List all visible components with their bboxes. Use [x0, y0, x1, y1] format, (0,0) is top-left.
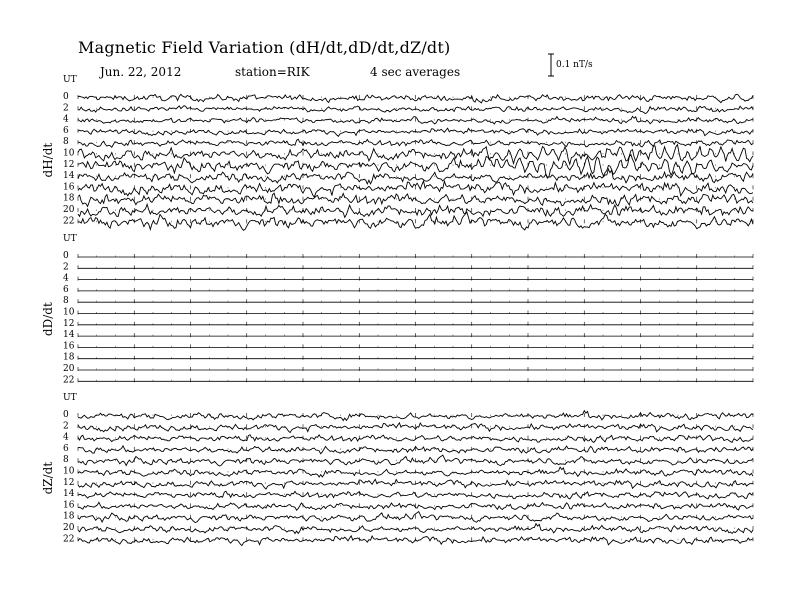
row-label-16: 16: [63, 500, 75, 511]
y-axis-label: dH/dt: [41, 142, 55, 178]
panel-dD-dt: [41, 234, 753, 385]
row-label-22: 22: [63, 534, 75, 545]
row-label-4: 4: [63, 432, 69, 443]
row-label-10: 10: [63, 307, 75, 318]
trace-dZ-dt-20: [78, 524, 753, 534]
time-axis-label: UT: [63, 75, 77, 85]
row-label-2: 2: [63, 103, 69, 114]
row-label-4: 4: [63, 273, 69, 284]
row-label-12: 12: [63, 477, 75, 488]
y-axis-label: dD/dt: [41, 302, 55, 337]
row-label-22: 22: [63, 216, 75, 227]
row-label-8: 8: [63, 137, 69, 148]
row-label-20: 20: [63, 523, 75, 533]
row-label-0: 0: [63, 251, 69, 261]
row-ticks: [78, 515, 753, 519]
row-label-16: 16: [63, 341, 75, 352]
row-label-18: 18: [63, 193, 75, 204]
date-label: Jun. 22, 2012: [100, 65, 182, 79]
panel-dH-dt: [41, 75, 753, 230]
row-label-0: 0: [63, 410, 69, 420]
trace-dZ-dt-10: [78, 467, 753, 477]
row-label-14: 14: [63, 330, 75, 341]
row-label-12: 12: [63, 159, 75, 170]
row-label-8: 8: [63, 455, 69, 466]
time-axis-label: UT: [63, 393, 77, 403]
scale-bar-label: 0.1 nT/s: [556, 60, 593, 70]
row-label-10: 10: [63, 466, 75, 477]
row-label-10: 10: [63, 148, 75, 159]
row-label-6: 6: [63, 125, 69, 136]
time-axis-label: UT: [63, 234, 77, 244]
row-label-2: 2: [63, 421, 69, 432]
row-label-2: 2: [63, 262, 69, 273]
row-label-6: 6: [63, 284, 69, 295]
row-label-18: 18: [63, 352, 75, 363]
row-label-20: 20: [63, 364, 75, 374]
row-label-16: 16: [63, 182, 75, 193]
row-label-0: 0: [63, 92, 69, 102]
row-ticks: [78, 219, 753, 223]
row-label-18: 18: [63, 511, 75, 522]
row-label-12: 12: [63, 318, 75, 329]
row-label-8: 8: [63, 296, 69, 307]
row-label-14: 14: [63, 171, 75, 182]
panel-dZ-dt: [41, 393, 753, 546]
chart-title: Magnetic Field Variation (dH/dt,dD/dt,dZ/dt): [78, 38, 451, 57]
y-axis-label: dZ/dt: [41, 461, 55, 495]
row-label-4: 4: [63, 114, 69, 125]
averaging-label: 4 sec averages: [370, 65, 461, 79]
row-label-22: 22: [63, 375, 75, 386]
row-label-20: 20: [63, 205, 75, 215]
row-label-14: 14: [63, 489, 75, 500]
station-label: station=RIK: [235, 65, 310, 79]
row-label-6: 6: [63, 443, 69, 454]
